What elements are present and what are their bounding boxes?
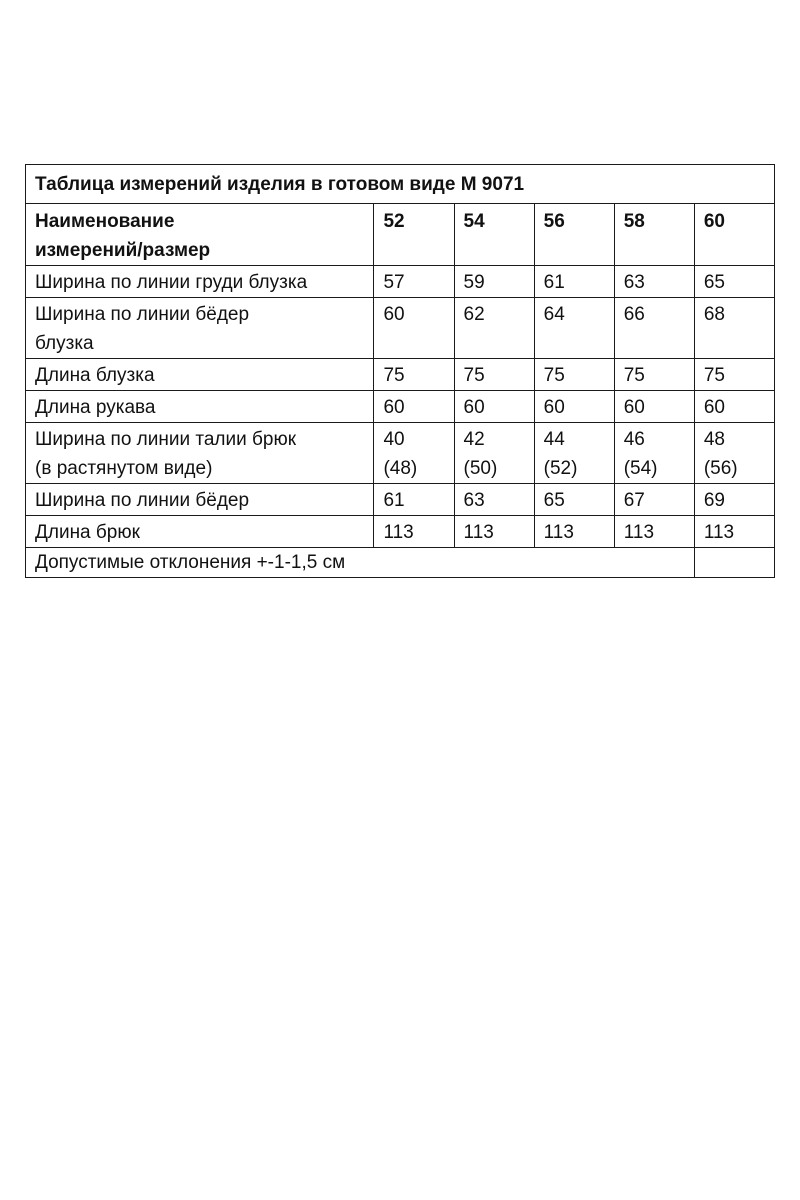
- measurement-value: 60: [374, 298, 454, 359]
- table-row: [26, 266, 775, 298]
- measurement-value: 60: [454, 391, 534, 423]
- measurement-value: 75: [374, 359, 454, 391]
- measurement-value: 63: [454, 484, 534, 516]
- measurement-label: Ширина по линии груди блузка: [26, 266, 374, 298]
- measurement-label: Ширина по линии бёдер: [26, 484, 374, 516]
- measurement-value: 66: [614, 298, 694, 359]
- measurement-label: Ширина по линии бёдер блузка: [26, 298, 374, 359]
- measurement-value: 60: [374, 391, 454, 423]
- measurement-value: 113: [614, 516, 694, 548]
- measurement-value: 65: [534, 484, 614, 516]
- measurement-label: Ширина по линии талии брюк (в растянутом виде): [26, 423, 374, 484]
- measurement-value: 60: [534, 391, 614, 423]
- size-header: 52: [374, 204, 454, 266]
- size-header: 56: [534, 204, 614, 266]
- measurement-label: Длина рукава: [26, 391, 374, 423]
- table-footer-row: [26, 548, 775, 578]
- header-label: Наименование измерений/размер: [26, 204, 374, 266]
- measurement-value: 48 (56): [694, 423, 774, 484]
- measurement-value: 67: [614, 484, 694, 516]
- measurement-value: 113: [694, 516, 774, 548]
- table-row: [26, 516, 775, 548]
- measurement-value: 68: [694, 298, 774, 359]
- table-row: [26, 484, 775, 516]
- measurement-label: Длина брюк: [26, 516, 374, 548]
- size-header: 58: [614, 204, 694, 266]
- measurement-label: Длина блузка: [26, 359, 374, 391]
- measurement-value: 57: [374, 266, 454, 298]
- measurement-value: 113: [454, 516, 534, 548]
- measurement-value: 64: [534, 298, 614, 359]
- measurement-value: 59: [454, 266, 534, 298]
- measurement-value: 61: [534, 266, 614, 298]
- size-header: 60: [694, 204, 774, 266]
- tolerance-note: Допустимые отклонения +-1-1,5 см: [26, 548, 695, 578]
- measurement-value: 75: [694, 359, 774, 391]
- measurement-value: 60: [694, 391, 774, 423]
- measurement-value: 63: [614, 266, 694, 298]
- measurement-value: 46 (54): [614, 423, 694, 484]
- measurement-value: 65: [694, 266, 774, 298]
- size-header: 54: [454, 204, 534, 266]
- measurement-value: 42 (50): [454, 423, 534, 484]
- measurement-value: 61: [374, 484, 454, 516]
- measurement-table: [25, 164, 775, 578]
- table-title: Таблица измерений изделия в готовом виде М 9071: [26, 165, 775, 204]
- table-header-row: [26, 204, 775, 266]
- measurement-value: 44 (52): [534, 423, 614, 484]
- measurement-value: 40 (48): [374, 423, 454, 484]
- measurement-value: 69: [694, 484, 774, 516]
- table-row: [26, 391, 775, 423]
- measurement-value: 75: [454, 359, 534, 391]
- measurement-value: 60: [614, 391, 694, 423]
- table-row: [26, 359, 775, 391]
- table-title-row: [26, 165, 775, 204]
- measurement-value: 113: [534, 516, 614, 548]
- measurement-value: 62: [454, 298, 534, 359]
- measurement-value: 75: [534, 359, 614, 391]
- table-row: [26, 298, 775, 359]
- measurement-value: 113: [374, 516, 454, 548]
- table-row: [26, 423, 775, 484]
- empty-cell: [694, 548, 774, 578]
- measurement-value: 75: [614, 359, 694, 391]
